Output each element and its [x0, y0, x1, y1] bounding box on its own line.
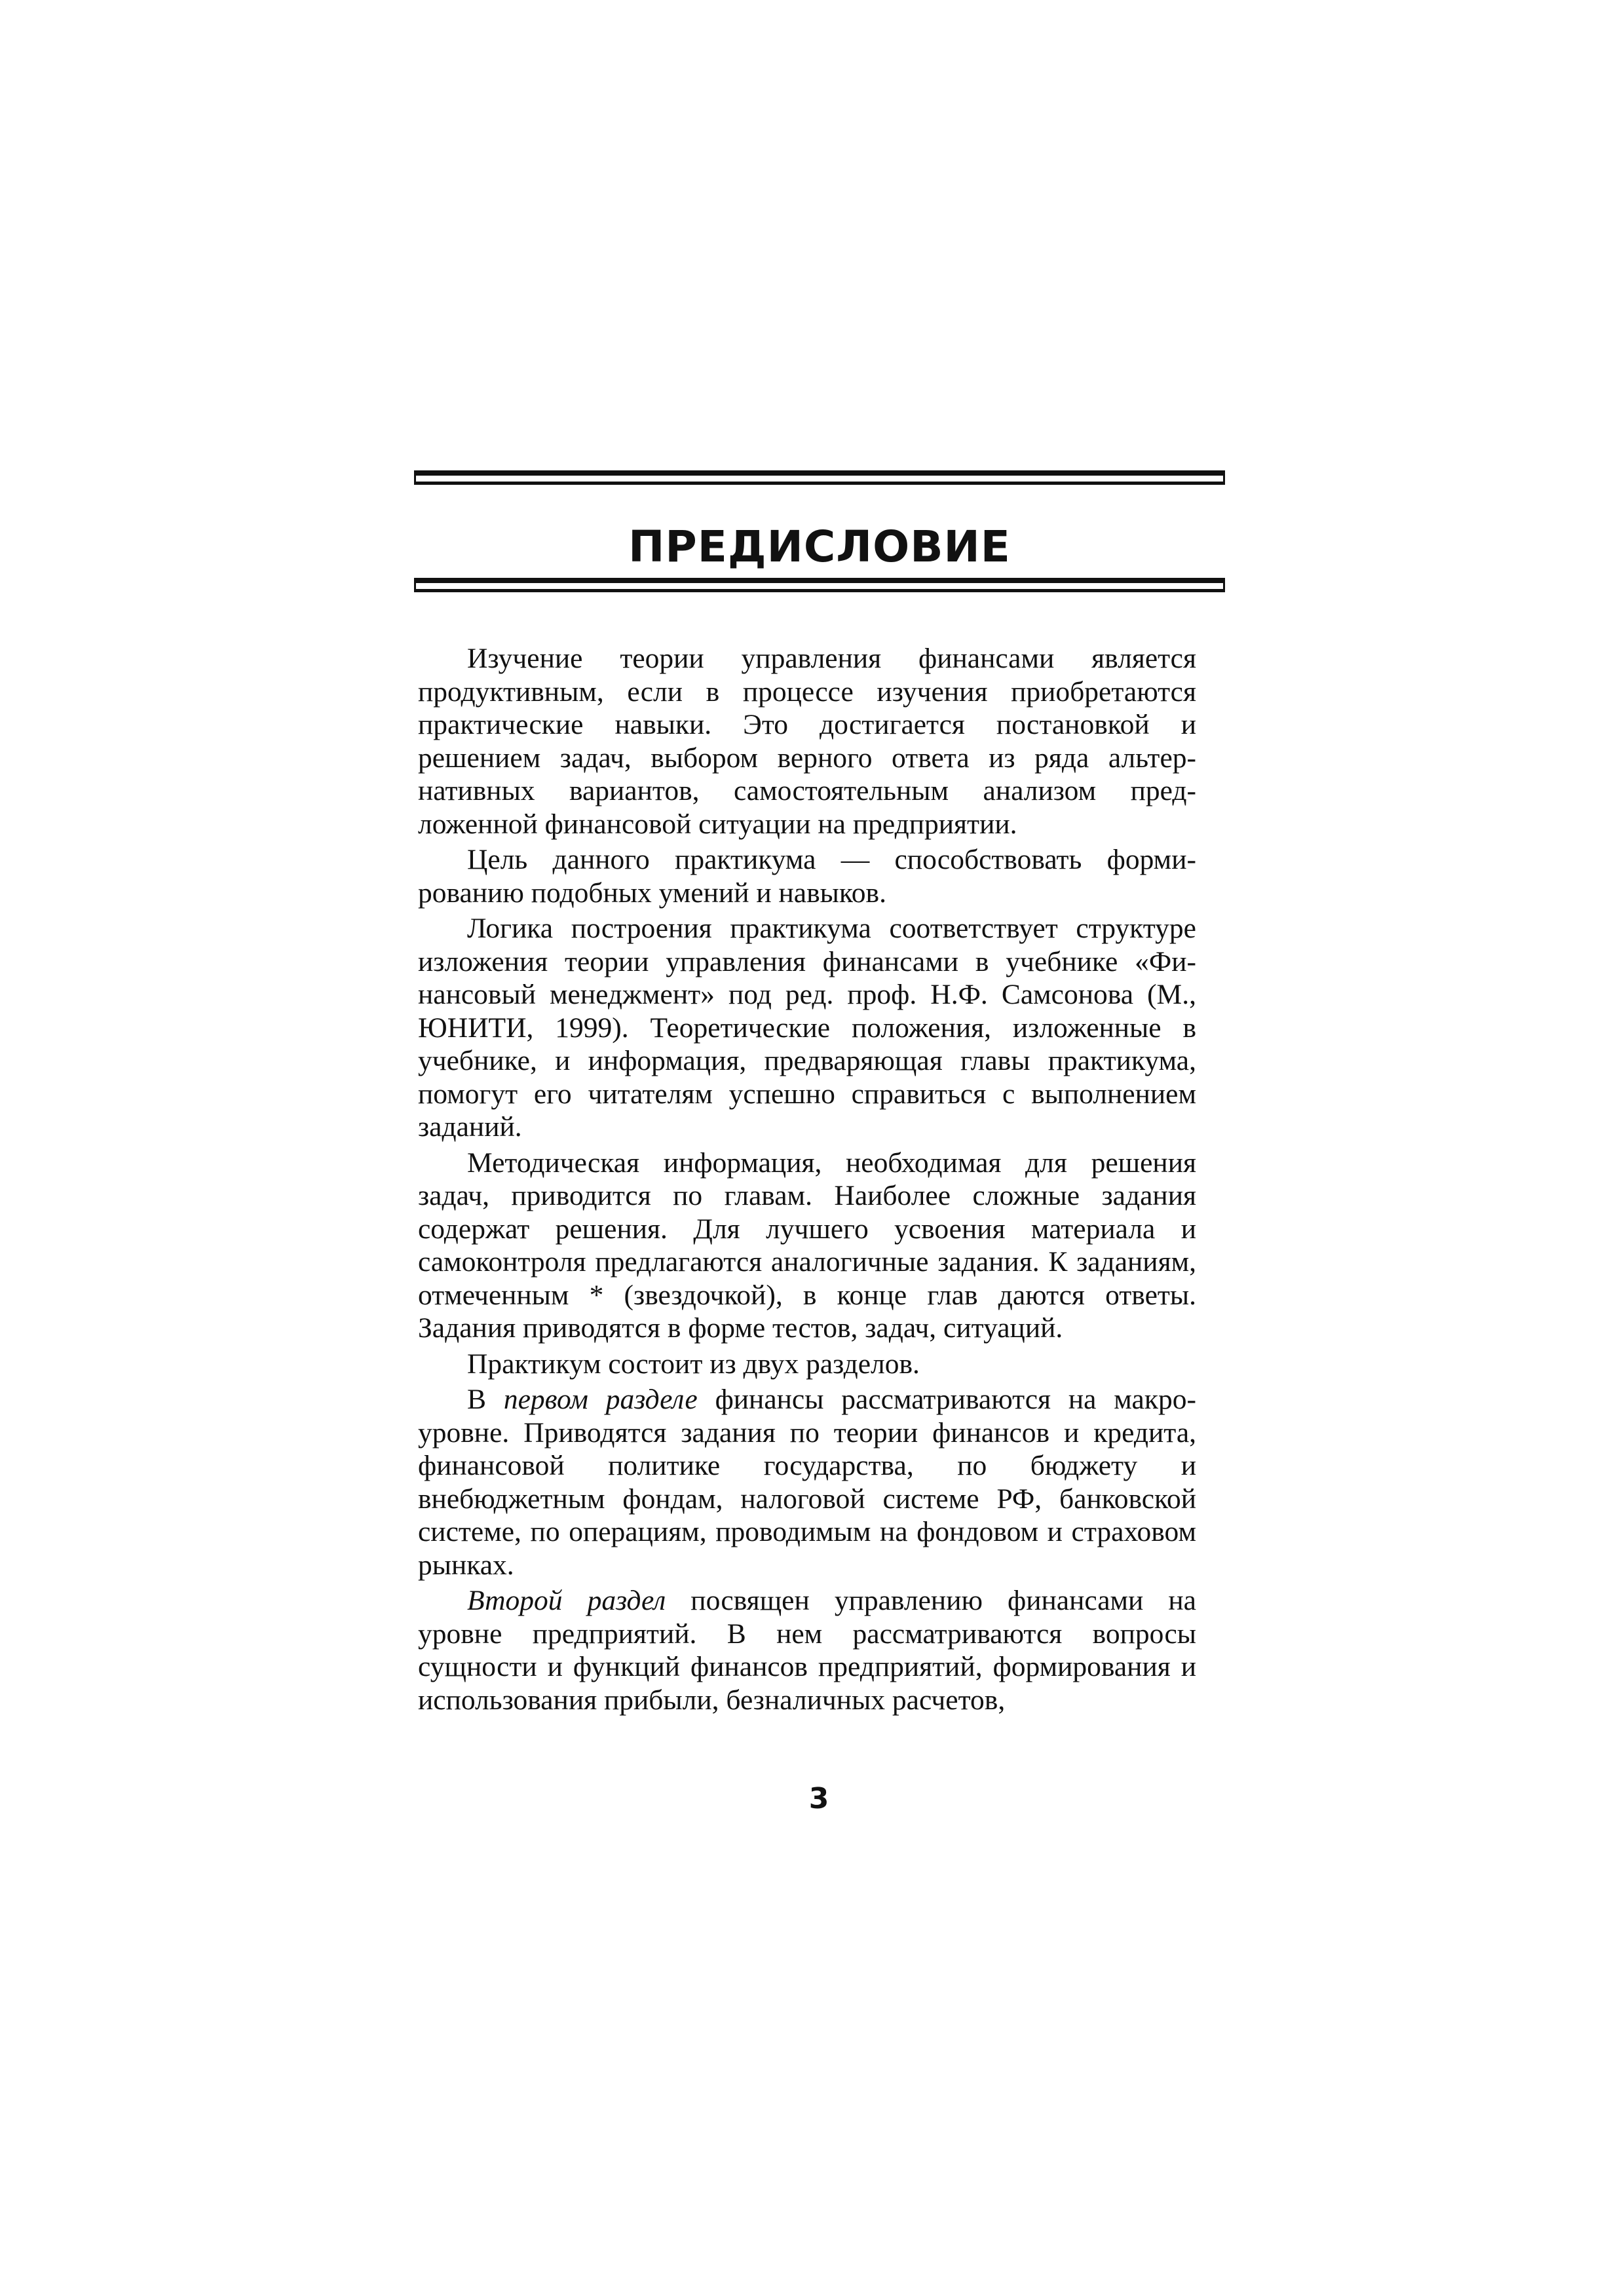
- paragraph-4: Методическая информация, необходимая для решения задач, приводится по главам. Наиболее сложные задания содержат решения. Для лучшего усвоения материала и самоконтроля предлагаются аналогичные задания. К заданиям, отмеченным * (звездочкой), в конце глав даются ответы. Задания приводятся в форме тестов, задач, ситуаций.: [418, 1146, 1196, 1344]
- paragraph-6-emphasis: первом разделе: [503, 1384, 698, 1415]
- page-title: ПРЕДИСЛОВИЕ: [628, 521, 1011, 572]
- paragraph-7-text: посвящен управлению финансами на уровне предприятий. В нем рассматриваются вопросы сущности и функций финансов предприятий, формирования и использования прибыли, безналичных расчетов,: [418, 1585, 1196, 1716]
- body-text: [418, 642, 1196, 1719]
- page-number: 3: [808, 1782, 829, 1815]
- paragraph-6-text: финансы рассматриваются на макроуровне. Приводятся задания по теории финансов и кредита, финансовой политике государства, по бюджету и внебюджетным фондам, налоговой системе РФ, банковской системе, по операциям, проводимым на фондовом и страховом рынках.: [418, 1384, 1196, 1581]
- paragraph-3: Логика построения практикума соответствует структуре изложения теории управления финансами в учебнике «Финансовый менеджмент» под ред. проф. Н.Ф. Самсонова (М., ЮНИТИ, 1999). Теоретические положения, изложенные в учебнике, и информация, предваряющая главы практикума, помогут его читателям успешно справиться с выполнением заданий.: [418, 913, 1196, 1143]
- header-rule-bottom: [414, 578, 1225, 592]
- paragraph-5: Практикум состоит из двух разделов.: [467, 1348, 920, 1380]
- paragraph-7-emphasis: Второй раздел: [467, 1585, 666, 1616]
- paragraph-2: Цель данного практикума — способствовать формированию подобных умений и навыков.: [418, 844, 1196, 909]
- paragraph-1: Изучение теории управления финансами является продуктивным, если в процессе изучения приобретаются практические навыки. Это достигается постановкой и решением задач, выбором верного ответа из ряда альтернативных вариантов, самостоятельным анализом предложенной финансовой ситуации на предприятии.: [418, 643, 1196, 840]
- paragraph-6: В первом разделе финансы рассматриваются на макроуровне. Приводятся задания по теории финансов и кредита, финансовой политике государства, по бюджету и внебюджетным фондам, налоговой системе РФ, банковской системе, по операциям, проводимым на фондовом и страховом рынках.: [418, 1384, 1196, 1581]
- paragraph-7: [418, 1584, 1196, 1716]
- header-rule-top: [414, 470, 1225, 485]
